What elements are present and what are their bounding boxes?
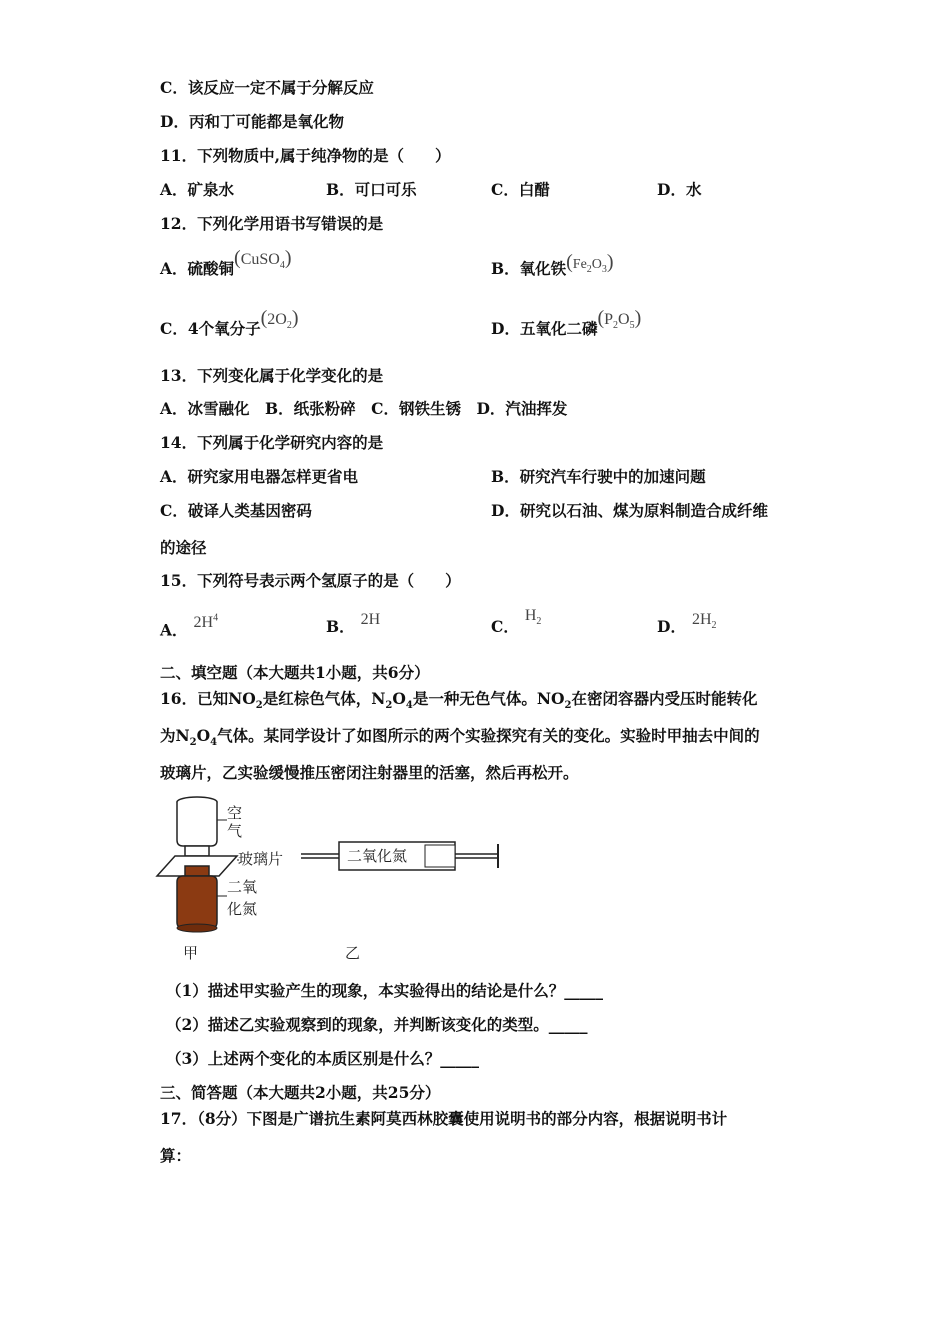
q11-option-c: C．白醋 <box>491 180 550 199</box>
q12-formula-c: $(2O_2)$ <box>260 307 299 332</box>
q16-sub1: （1）描述甲实验产生的现象，本实验得出的结论是什么？_____ <box>166 981 604 1000</box>
syringe-label: 二氧化氮 <box>347 847 408 865</box>
q16-stem-line2: 为$N_2O_4$气体。某同学设计了如图所示的两个实验探究有关的变化。实验时甲抽去中间的 <box>160 726 760 749</box>
q12-option-a-label: A．硫酸铜 <box>160 259 235 278</box>
q15-option-d-label: D． <box>657 617 686 636</box>
q14-option-d: D．研究以石油、煤为原料制造合成纤维 <box>491 501 768 520</box>
q15-formula-c: $H_2$ <box>524 607 542 628</box>
q16-stem-line1: 16．已知$NO_2$是红棕色气体，$N_2O_4$是一种无色气体。$NO_2$在密闭容器内受压时能转化 <box>160 689 758 712</box>
q10-option-d: D．丙和丁可能都是氧化物 <box>160 112 344 131</box>
q15-stem: 15．下列符号表示两个氢原子的是（ ） <box>160 571 461 590</box>
q15-option-c-label: C． <box>491 617 519 636</box>
q15-option-b-label: B． <box>326 617 355 636</box>
q15-formula-a: $2H^4$ <box>193 613 219 632</box>
q14-stem: 14．下列属于化学研究内容的是 <box>160 433 384 452</box>
q16-sub3: （3）上述两个变化的本质区别是什么？_____ <box>166 1049 480 1068</box>
q12-stem: 12．下列化学用语书写错误的是 <box>160 214 384 233</box>
q15-option-a-label: A． <box>160 620 188 640</box>
q15-option-b <box>326 611 381 638</box>
q12-option-d-label: D．五氧化二磷 <box>491 319 598 338</box>
no2-bottle <box>177 866 217 932</box>
q12-option-b-label: B．氧化铁 <box>491 259 567 278</box>
q14-option-b: B．研究汽车行驶中的加速问题 <box>491 467 706 486</box>
q10-option-c: C．该反应一定不属于分解反应 <box>160 78 374 97</box>
no2-bottle-label-1: 二氧 <box>227 878 258 896</box>
section2-title: 二、填空题（本大题共1小题，共6分） <box>160 663 430 682</box>
q17-line2: 算： <box>160 1146 192 1165</box>
section3-title: 三、简答题（本大题共2小题，共25分） <box>160 1083 441 1102</box>
air-bottle <box>177 797 217 856</box>
air-label-1: 空 <box>227 804 243 822</box>
q16-stem-line3: 玻璃片，乙实验缓慢推压密闭注射器里的活塞，然后再松开。 <box>160 763 579 782</box>
q12-formula-d: $(P_2O_5)$ <box>597 307 642 332</box>
glass-label: 玻璃片 <box>238 850 284 868</box>
yi-label: 乙 <box>345 944 361 962</box>
q12-option-c-label: C．4个氧分子 <box>160 319 261 338</box>
q11-option-b: B．可口可乐 <box>326 180 417 199</box>
q14-option-a: A．研究家用电器怎样更省电 <box>160 467 359 486</box>
q17-line1: 17．（8分）下图是广谱抗生素阿莫西林胶囊使用说明书的部分内容，根据说明书计 <box>160 1109 728 1128</box>
no2-bottle-label-2: 化氮 <box>227 900 258 918</box>
q11-option-a: A．矿泉水 <box>160 180 235 199</box>
q15-option-a <box>160 613 219 641</box>
q15-formula-d: $2H_2$ <box>691 611 717 632</box>
q12-option-b <box>491 251 614 286</box>
q12-option-c <box>160 307 299 346</box>
q13-stem: 13．下列变化属于化学变化的是 <box>160 366 384 385</box>
q12-formula-a: (CuSO$_4$) <box>234 247 292 272</box>
q16-sub2: （2）描述乙实验观察到的现象，并判断该变化的类型。_____ <box>166 1015 588 1034</box>
q11-option-d: D．水 <box>657 180 702 199</box>
q12-formula-b: $(Fe_2O_3)$ <box>566 251 614 275</box>
q15-option-c <box>491 607 542 644</box>
q12-option-d <box>491 307 642 346</box>
q15-formula-b: 2H <box>360 611 381 628</box>
q14-option-d-continued: 的途径 <box>160 538 207 557</box>
q14-option-c: C．破译人类基因密码 <box>160 501 312 520</box>
experiment-diagram <box>155 790 515 965</box>
q11-stem: 11．下列物质中,属于纯净物的是（ ） <box>160 146 451 165</box>
q13-options: A．冰雪融化 B．纸张粉碎 C．钢铁生锈 D．汽油挥发 <box>160 399 568 418</box>
jia-label: 甲 <box>183 944 199 962</box>
q12-option-a <box>160 247 292 286</box>
air-label-2: 气 <box>227 822 243 840</box>
q15-option-d <box>657 611 717 644</box>
